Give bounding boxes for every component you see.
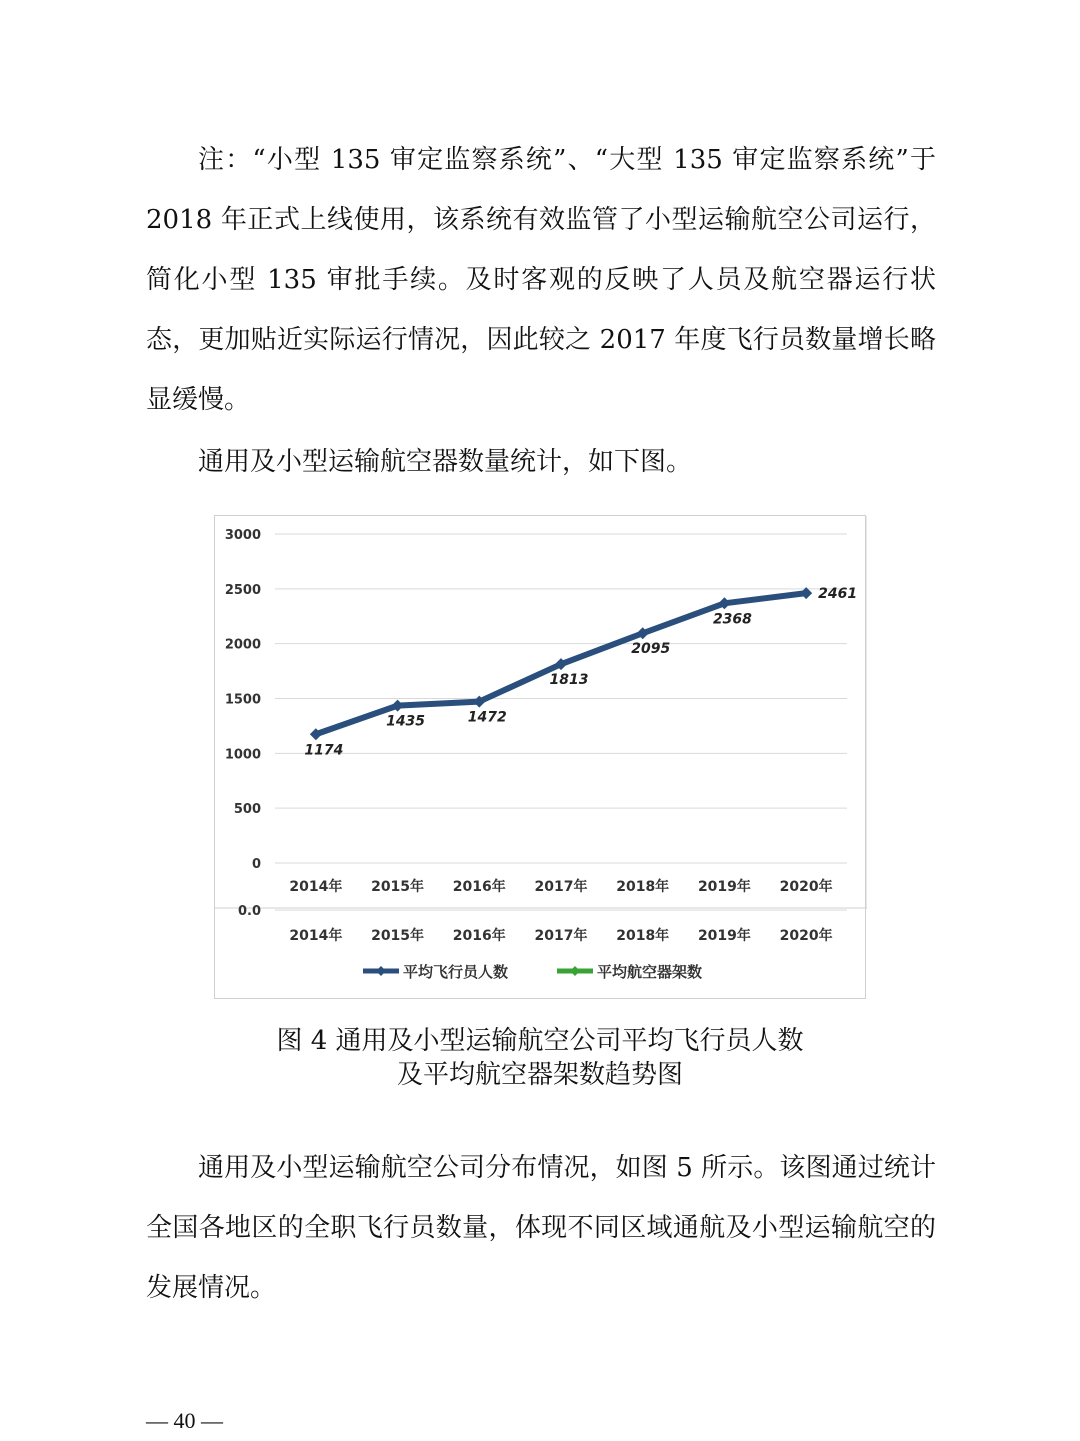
y-tick-label: 2500 xyxy=(224,582,261,598)
y-tick-label: 3000 xyxy=(224,528,261,543)
legend-marker xyxy=(570,966,580,976)
page-number: — 40 — xyxy=(146,1408,223,1433)
x-tick-label: 2020年 xyxy=(779,879,833,895)
chart-intro-paragraph: 通用及小型运输航空器数量统计，如下图。 xyxy=(198,447,693,477)
figure-caption-line-1: 图 4 通用及小型运输航空公司平均飞行员人数 xyxy=(276,1026,804,1056)
x-tick-label: 2017年 xyxy=(534,879,588,895)
x-tick-label: 2014年 xyxy=(289,879,343,895)
lower-x-tick-label: 2016年 xyxy=(452,928,506,944)
x-tick-label: 2018年 xyxy=(616,879,670,895)
lower-x-tick-label: 2015年 xyxy=(371,928,425,944)
lower-y-tick-label: 0.0 xyxy=(237,904,261,919)
data-label: 2368 xyxy=(712,611,752,628)
lower-x-tick-label: 2019年 xyxy=(697,928,751,944)
legend-label: 平均飞行员人数 xyxy=(403,963,509,981)
y-tick-label: 1000 xyxy=(224,747,261,763)
x-tick-label: 2016年 xyxy=(452,879,506,895)
legend-label: 平均航空器架数 xyxy=(597,963,703,981)
data-label: 1435 xyxy=(386,713,426,730)
y-tick-label: 1500 xyxy=(224,692,261,708)
y-tick-label: 500 xyxy=(233,802,261,818)
data-label: 1813 xyxy=(549,672,589,689)
data-label: 1174 xyxy=(304,742,344,759)
lower-x-tick-label: 2014年 xyxy=(289,928,343,944)
line-chart xyxy=(214,515,866,999)
legend-marker xyxy=(376,966,386,976)
lower-x-tick-label: 2017年 xyxy=(534,928,588,944)
x-tick-label: 2015年 xyxy=(371,879,425,895)
data-label: 2461 xyxy=(818,586,858,603)
y-tick-label: 0 xyxy=(251,857,261,872)
lower-x-tick-label: 2018年 xyxy=(616,928,670,944)
distribution-paragraph: 通用及小型运输航空公司分布情况，如图 5 所示。该图通过统计全国各地区的全职飞行员数量，体现不同区域通航及小型运输航空的发展情况。 xyxy=(146,1153,936,1303)
data-label: 2095 xyxy=(631,641,671,658)
y-tick-label: 2000 xyxy=(224,637,261,653)
note-paragraph: 注：“小型 135 审定监察系统”、“大型 135 审定监察系统”于 2018 年正式上线使用，该系统有效监管了小型运输航空公司运行，简化小型 135 审批手续。及时客观的反映了人员及航空器运行状态，更加贴近实际运行情况，因此较之 2017 年度飞行员数量增长略显缓慢。 xyxy=(146,145,936,415)
figure-caption-line-2: 及平均航空器架数趋势图 xyxy=(396,1060,683,1090)
chart-svg xyxy=(215,516,867,1000)
data-label: 1472 xyxy=(467,709,507,726)
lower-x-tick-label: 2020年 xyxy=(779,928,833,944)
x-tick-label: 2019年 xyxy=(697,879,751,895)
